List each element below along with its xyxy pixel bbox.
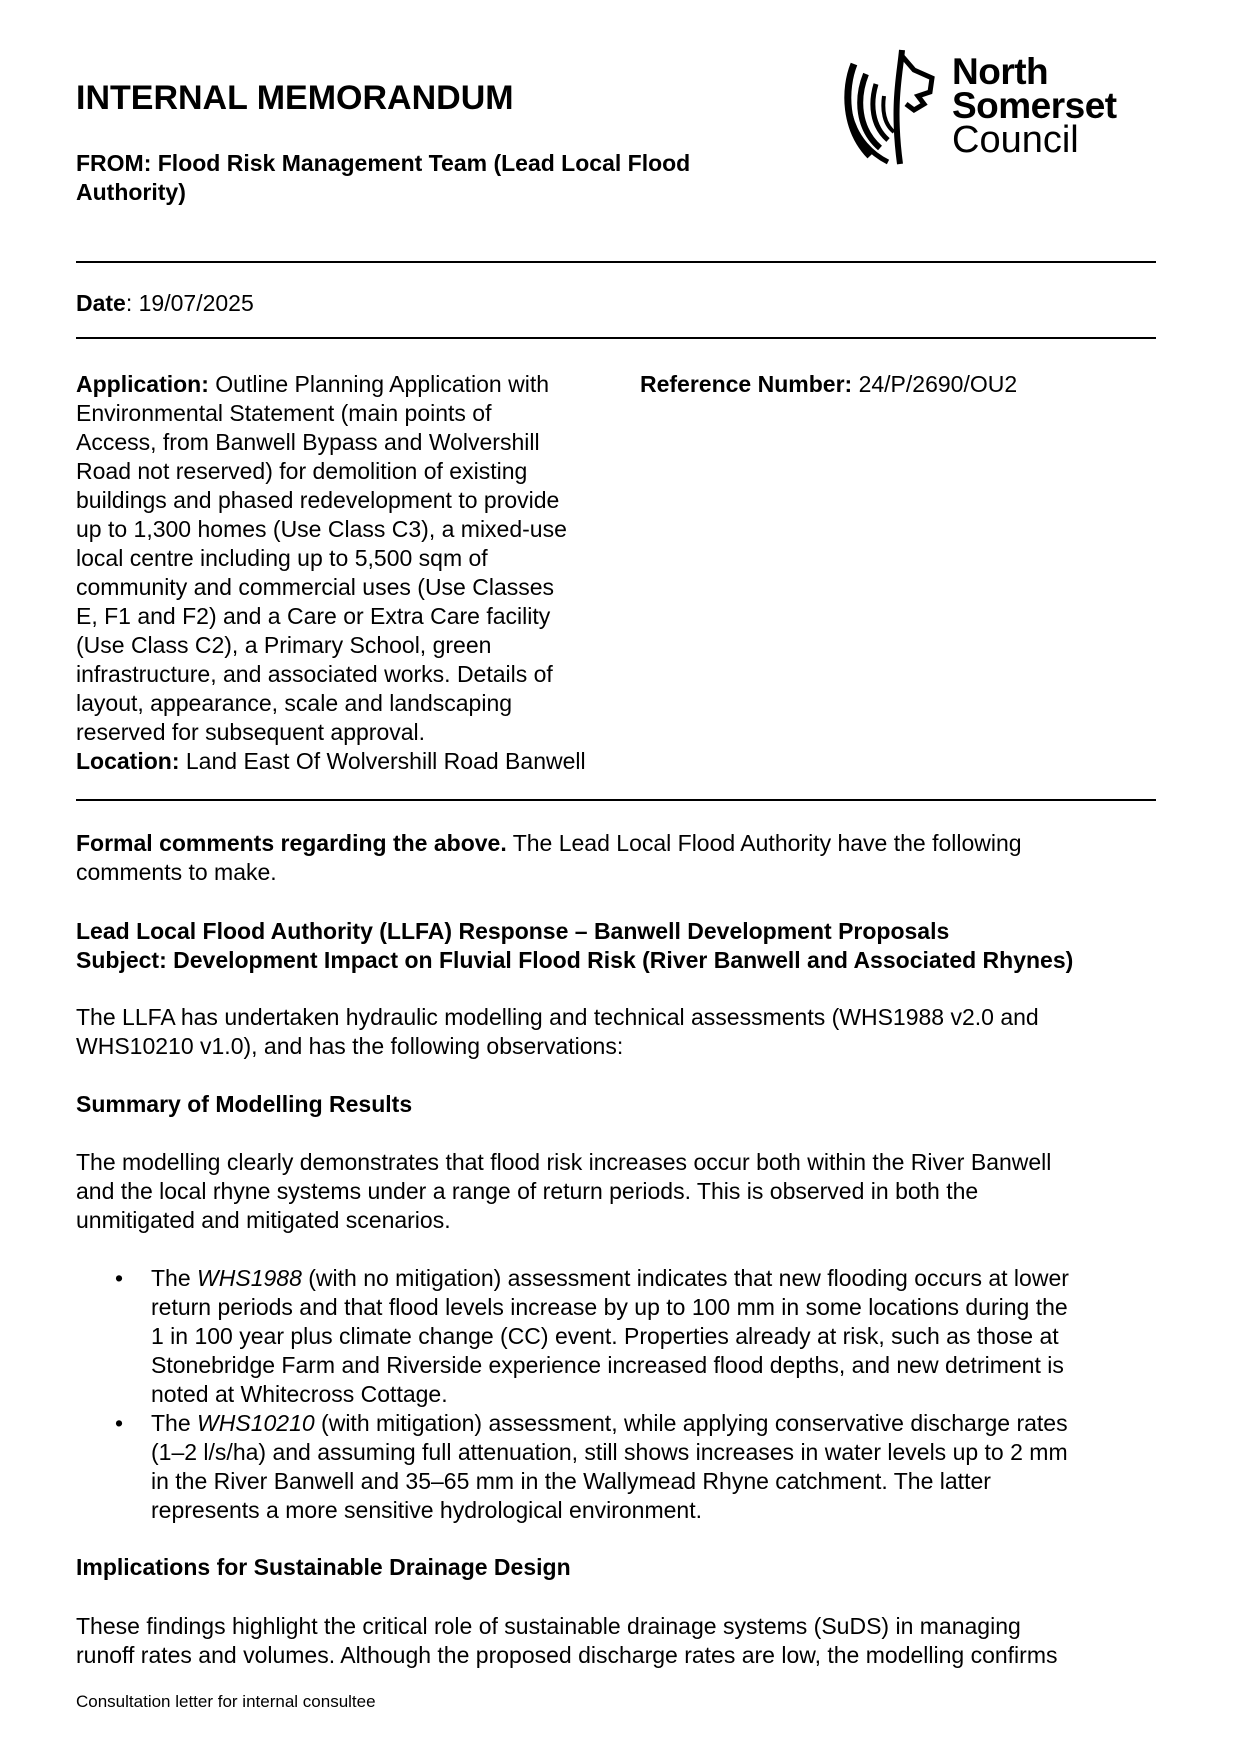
bullet-line: represents a more sensitive hydrological environment. [151, 1497, 702, 1523]
summary-heading: Summary of Modelling Results [76, 1091, 413, 1117]
paragraph-line: runoff rates and volumes. Although the proposed discharge rates are low, the modelling confirms [76, 1642, 1058, 1668]
bullet-text: (with mitigation) assessment, while applying conservative discharge rates [314, 1410, 1068, 1436]
council-logo [842, 44, 1162, 174]
application-label: Application: [76, 371, 209, 397]
bullet-line: Stonebridge Farm and Riverside experience increased flood depths, and new detriment is [151, 1352, 1064, 1378]
divider [76, 261, 1156, 263]
date-value: : 19/07/2025 [125, 290, 254, 316]
application-line: local centre including up to 5,500 sqm of [76, 545, 488, 571]
application-line: up to 1,300 homes (Use Class C3), a mixed-use [76, 516, 567, 542]
from-line: Authority) [76, 179, 186, 205]
memo-title: INTERNAL MEMORANDUM [76, 79, 514, 117]
application-line: layout, appearance, scale and landscaping [76, 690, 513, 716]
logo-somerset: Somerset [952, 85, 1117, 126]
wyvern-logo-icon [842, 44, 952, 174]
bullet-item [115, 1409, 1068, 1525]
paragraph-line: WHS10210 v1.0), and has the following observations: [76, 1033, 624, 1059]
formal-comments-text: The Lead Local Flood Authority have the following [506, 830, 1022, 856]
bullet-model-name: WHS1988 [197, 1265, 302, 1291]
bullet-item [115, 1264, 1069, 1409]
application-line: reserved for subsequent approval. [76, 719, 426, 745]
location-value: Land East Of Wolvershill Road Banwell [179, 748, 586, 774]
application-line: (Use Class C2), a Primary School, green [76, 632, 492, 658]
bullet-text: (with no mitigation) assessment indicates that new flooding occurs at lower [301, 1265, 1069, 1291]
bullet-line: noted at Whitecross Cottage. [151, 1381, 448, 1407]
implications-heading: Implications for Sustainable Drainage Design [76, 1554, 571, 1580]
bullet-model-name: WHS10210 [197, 1410, 315, 1436]
formal-comments [76, 829, 1022, 887]
from-block [76, 149, 690, 207]
application-line: infrastructure, and associated works. Details of [76, 661, 553, 687]
application-line: community and commercial uses (Use Classes [76, 574, 555, 600]
reference-value: 24/P/2690/OU2 [852, 371, 1018, 397]
formal-comments-text: comments to make. [76, 859, 277, 885]
heading-response: Lead Local Flood Authority (LLFA) Response – Banwell Development Proposals [76, 918, 950, 944]
bullet-icon: • [115, 1410, 124, 1436]
date-label: Date [76, 290, 126, 316]
paragraph-line: unmitigated and mitigated scenarios. [76, 1207, 451, 1233]
reference-label: Reference Number: [640, 371, 853, 397]
application-line: Environmental Statement (main points of [76, 400, 492, 426]
intro-paragraph [76, 1003, 1039, 1061]
application-line: Road not reserved) for demolition of existing [76, 458, 528, 484]
application-block [76, 370, 586, 776]
location-label: Location: [76, 748, 180, 774]
response-heading [76, 917, 1073, 975]
bullet-line: (1–2 l/s/ha) and assuming full attenuation, still shows increases in water levels up to 2 mm [151, 1439, 1068, 1465]
bullet-text: The [151, 1265, 198, 1291]
date-field [76, 289, 254, 318]
application-line: Outline Planning Application with [208, 371, 549, 397]
application-line: Access, from Banwell Bypass and Wolvershill [76, 429, 540, 455]
paragraph-line: The modelling clearly demonstrates that flood risk increases occur both within the River Banwell [76, 1149, 1052, 1175]
summary-paragraph [76, 1148, 1051, 1235]
page-footer: Consultation letter for internal consultee [76, 1692, 376, 1711]
bullet-icon: • [115, 1265, 124, 1291]
from-line: FROM: Flood Risk Management Team (Lead Local Flood [76, 150, 691, 176]
logo-council: Council [952, 119, 1079, 161]
logo-north: North [952, 51, 1049, 92]
bullet-line: 1 in 100 year plus climate change (CC) event. Properties already at risk, such as those at [151, 1323, 1059, 1349]
bullet-line: return periods and that flood levels increase by up to 100 mm in some locations during the [151, 1294, 1068, 1320]
paragraph-line: These findings highlight the critical role of sustainable drainage systems (SuDS) in managing [76, 1613, 1021, 1639]
divider [76, 337, 1156, 339]
application-line: E, F1 and F2) and a Care or Extra Care facility [76, 603, 551, 629]
implications-paragraph [76, 1612, 1057, 1670]
paragraph-line: and the local rhyne systems under a range of return periods. This is observed in both the [76, 1178, 979, 1204]
application-line: buildings and phased redevelopment to provide [76, 487, 560, 513]
heading-subject: Subject: Development Impact on Fluvial Flood Risk (River Banwell and Associated Rhynes) [76, 947, 1074, 973]
paragraph-line: The LLFA has undertaken hydraulic modelling and technical assessments (WHS1988 v2.0 and [76, 1004, 1039, 1030]
formal-comments-bold: Formal comments regarding the above. [76, 830, 507, 856]
divider [76, 799, 1156, 801]
reference-number [640, 370, 1017, 399]
bullet-text: The [151, 1410, 198, 1436]
bullet-line: in the River Banwell and 35–65 mm in the Wallymead Rhyne catchment. The latter [151, 1468, 991, 1494]
